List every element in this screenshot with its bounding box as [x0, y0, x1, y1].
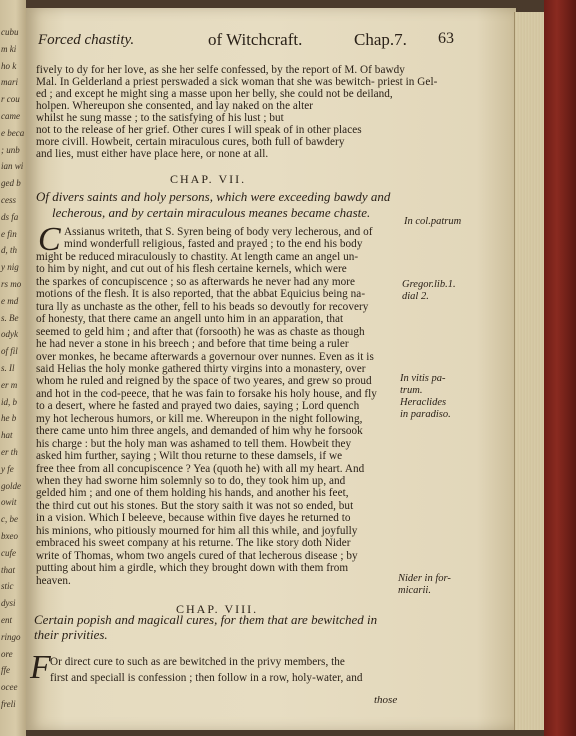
prev-page-fragment: m ki [1, 43, 17, 54]
chapter-7-line-16: my hot lecherous humors, or kill me. Whereupon in the night following, [36, 412, 363, 425]
header-chapter: Chap.7. [354, 30, 407, 49]
margin-note-heraclides-2: in paradiso. [400, 409, 451, 420]
prev-page-fragment: ds fa [1, 211, 19, 222]
header-center: of Witchcraft. [208, 30, 303, 49]
chapter-8-line-2: first and speciall is confession ; then follow in a row, holy-water, and [50, 672, 363, 684]
margin-note-gregor-2: dial 2. [402, 291, 429, 302]
prev-page-fragment: ringo [1, 631, 21, 642]
chapter-7-line-4: to him by night, and cut out of his flesh certaine kernels, which were [36, 263, 347, 276]
intro-line-3: ed ; and except he might sing a masse upon her belly, she could not be deiland, [36, 88, 393, 100]
chapter-7-line-5: the sparkes of concupiscence ; so as afterwards he never had any more [36, 275, 356, 288]
chapter-7-line-20: free thee from all concupiscence ? Yea (quoth he) with all my heart. And [36, 462, 365, 475]
prev-page-fragment: c, be [1, 514, 18, 525]
chapter-7-line-26: embraced his sweet company at his returne. The like story doth Nider [36, 537, 351, 550]
prev-page-fragment: of fil [1, 346, 18, 357]
intro-line-2: Mal. In Gelderland a priest perswaded a sick woman that she was bewitch- priest in Gel- [36, 76, 438, 88]
chapter-8-subtitle-2: their privities. [34, 627, 108, 642]
prev-page-fragment: ian wi [1, 161, 24, 172]
intro-line-8: and lies, must either have place here, or none at all. [36, 148, 269, 160]
prev-page-fragment: came [1, 111, 20, 121]
prev-page-fragment: cess [1, 195, 16, 205]
header-left: Forced chastity. [38, 32, 135, 48]
chapter-7-line-11: over monkes, he became afterwards a governour over nunnes. Even as it is [36, 350, 374, 363]
prev-page-fragment: dysi [1, 598, 16, 609]
prev-page-fragment: e fin [1, 228, 17, 239]
chapter-7-line-1: Assianus writeth, that S. Syren being of body very lecherous, and of [64, 226, 373, 238]
chapter-7-line-13: whom he ruled and reigned by the space of two yeares, and grew so proud [36, 375, 372, 388]
margin-note-col-patrum: In col.patrum [404, 216, 462, 227]
prev-page-fragment: odyk [1, 329, 18, 340]
intro-line-5: whilst he sung masse ; to the satisfying of his lust ; but [36, 112, 284, 124]
margin-note-gregor-1: Gregor.lib.1. [402, 279, 456, 290]
prev-page-fragment: r cou [1, 94, 20, 105]
intro-line-7: more civill. Howbeit, certain miraculous cures, both full of bawdery [36, 136, 345, 148]
chapter-7-line-2: mind wonderfull religious, fasted and prayed ; to the end his body [64, 238, 363, 251]
intro-line-1: fively to dy for her love, as she her selfe confessed, by the report of M. Of bawdy [36, 64, 405, 76]
chapter-7-line-18: his charge : but the holy man was ashamed to tell them. Howbeit they [36, 437, 352, 450]
prev-page-fragment: er m [1, 379, 18, 390]
chapter-7-line-10: he had never a stone in his breech ; and before that time being a ruler [36, 338, 349, 351]
chapter-7-subtitle-1: Of divers saints and holy persons, which were exceeding bawdy and [36, 189, 391, 204]
chapter-8-subtitle-1: Certain popish and magicall cures, for them that are bewitched in [34, 612, 378, 627]
chapter-7-line-21: when they had sworne him solemnly so to do, they took him up, and [36, 475, 346, 487]
margin-note-vitis-2: trum. [400, 385, 423, 396]
previous-page-edge [0, 0, 26, 736]
prev-page-fragment: hat [1, 430, 13, 441]
chapter-7-line-6: motions of the flesh. It is also reported, that the abbat Equicius being na- [36, 288, 366, 301]
prev-page-fragment: he b [1, 413, 17, 424]
prev-page-fragment: that [1, 564, 16, 575]
chapter-7-line-7: tura lly as unchaste as the other, fell to his beads so devoutly for recovery [36, 300, 369, 313]
prev-page-fragment: ore [1, 648, 13, 659]
prev-page-fragment: cufe [1, 547, 16, 558]
margin-note-nider-1: Nider in for- [398, 573, 451, 584]
page-edges [514, 12, 545, 730]
catchword: those [374, 694, 398, 706]
chapter-7-line-28: putting about him a girdle, which they brought down with them from [36, 562, 349, 575]
chapter-7-line-29: heaven. [36, 574, 71, 587]
chapter-7-subtitle-2: lecherous, and by certain miraculous meanes became chaste. [52, 205, 371, 220]
prev-page-fragment: e beca [1, 127, 25, 138]
margin-note-heraclides-1: Heraclides [400, 397, 447, 408]
chapter-7-line-3: might be reduced miraculously to chastity. At length came an angel un- [36, 250, 359, 263]
prev-page-fragment: ; unb [1, 144, 20, 155]
prev-page-fragment: y nig [1, 262, 19, 273]
prev-page-fragment: ho k [1, 60, 17, 71]
chapter-7-line-19: asked him further, saying ; Wilt thou returne to these damsels, if we [36, 450, 343, 463]
prev-page-fragment: d, th [1, 245, 18, 256]
running-header [38, 30, 460, 54]
prev-page-fragment: e md [1, 295, 19, 306]
prev-page-fragment: golde [1, 480, 21, 491]
prev-page-fragment: s. Be [1, 312, 19, 323]
prev-page-fragment: stic [1, 581, 14, 592]
prev-page-fragment: freli [1, 699, 16, 709]
prev-page-fragment: rs mo [1, 279, 22, 289]
prev-page-fragment: y fe [1, 463, 14, 474]
intro-line-6: not to the release of her grief. Other cures I will speak of in other places [36, 124, 362, 136]
chapter-7-line-12: said Helias the holy monke gathered thirty virgins into a monastery, over [36, 362, 366, 375]
book-cover [544, 0, 576, 736]
prev-page-fragment: ent [1, 615, 12, 625]
drop-cap-c: C [38, 221, 61, 258]
chapter-7-line-23: the third cut out his stones. But the story saith it was not so ended, but [36, 499, 354, 512]
chapter-7-line-27: write of Thomas, whom two angels cured of that lecherous disease ; by [36, 549, 358, 562]
prev-page-fragment: ged b [1, 178, 21, 189]
chapter-8-heading: CHAP. VIII. [176, 602, 259, 616]
chapter-7-line-24: in a vision. Which I beleeve, because within five dayes he returned to [36, 512, 351, 525]
prev-page-fragment: ffe [1, 665, 10, 676]
page-number: 63 [438, 30, 454, 47]
prev-page-fragment: er th [1, 447, 18, 457]
prev-page-fragment: ocee [1, 682, 18, 693]
chapter-7-line-14: and hot in the cod-peece, that he was fain to forsake his holy house, and fly [36, 387, 377, 400]
prev-page-fragment: cubu [1, 27, 19, 37]
chapter-7-line-25: his minions, who pitiously mourned for him all this while, and joyfully [36, 524, 358, 537]
prev-page-fragment: bxeo [1, 531, 18, 541]
chapter-7-line-22: gelded him ; and one of them holding his hands, and another his feet, [36, 487, 349, 500]
intro-line-4: holpen. Whereupon she consented, and lay naked on the alter [36, 100, 314, 112]
margin-note-vitis-1: In vitis pa- [400, 373, 446, 384]
chapter-7-line-15: to a desert, where he fasted and prayed two daies, saying ; Lord quench [36, 400, 360, 413]
prev-page-fragment: id, b [1, 396, 18, 407]
chapter-8-line-1: Or direct cure to such as are bewitched in the privy members, the [50, 656, 345, 668]
chapter-7-line-8: of honesty, that there came an angell unto him in an apparation, that [36, 313, 344, 326]
drop-cap-f: F [30, 649, 51, 686]
chapter-7-heading: CHAP. VII. [170, 172, 247, 186]
prev-page-fragment: owit [1, 497, 17, 508]
chapter-7-line-9: seemed to geld him ; and after that (forsooth) he was as chaste as though [36, 325, 365, 338]
margin-note-nider-2: micarii. [398, 585, 431, 596]
chapter-7-line-17: there came unto him three angels, and demanded of him why he forsook [36, 425, 363, 438]
prev-page-fragment: mari [1, 77, 19, 88]
prev-page-fragment: s. Il [1, 363, 15, 373]
